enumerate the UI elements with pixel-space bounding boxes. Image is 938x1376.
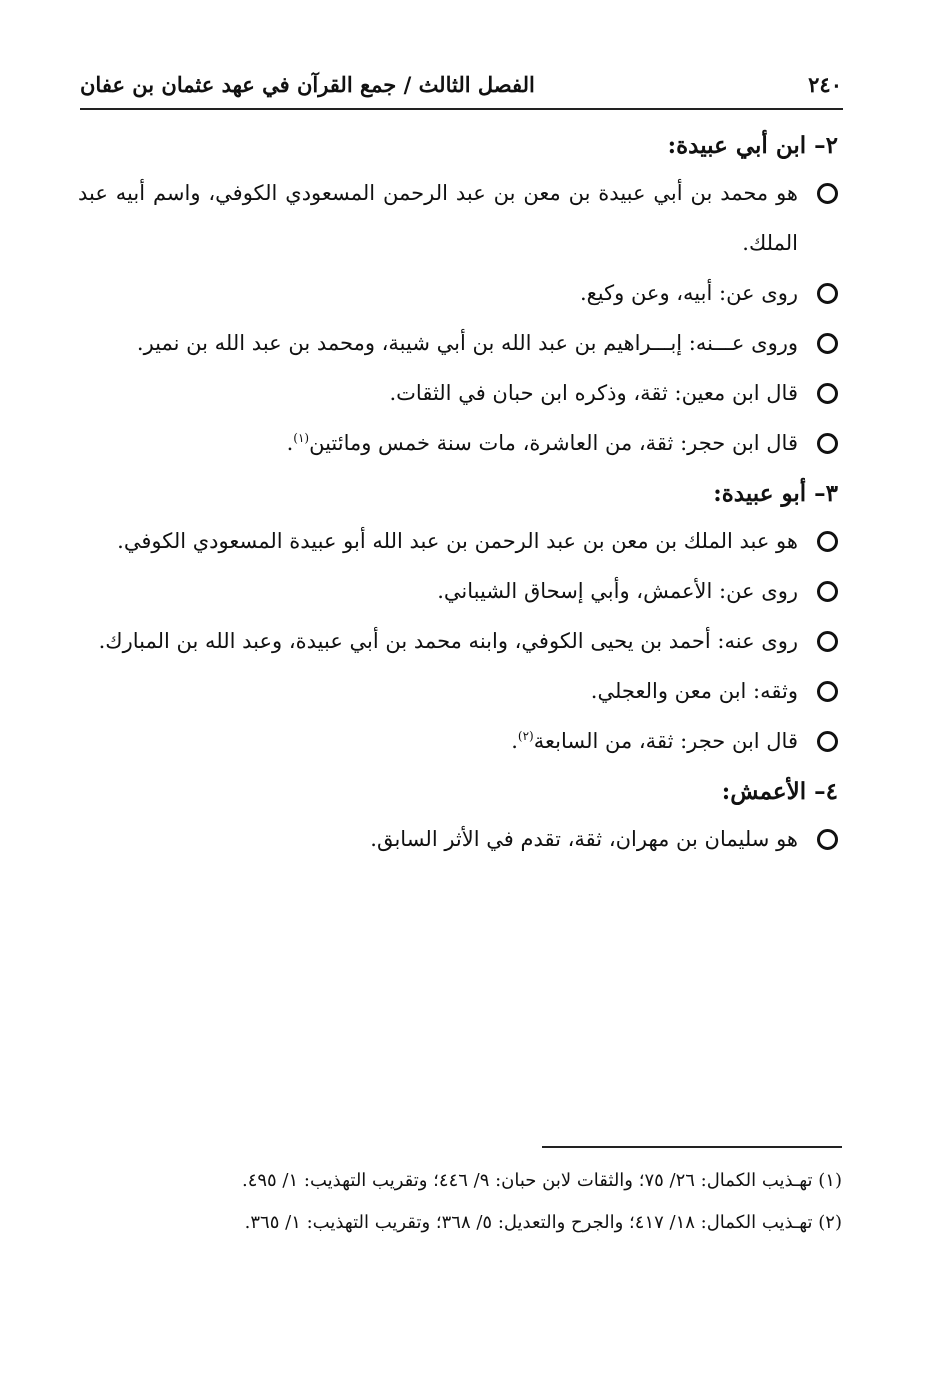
bullet-item: [78, 268, 840, 318]
bullet-circle-icon: [817, 631, 838, 652]
period: .: [286, 431, 294, 455]
bullet-text: روى عنه: أحمد بن يحيى الكوفي، وابنه محمد بن أبي عبيدة، وعبد الله بن المبارك.: [98, 629, 798, 653]
bullet-item: [78, 318, 840, 368]
bullet-circle-icon: [817, 433, 838, 454]
bullet-item: [78, 168, 840, 268]
bullet-circle-icon: [817, 383, 838, 404]
narrator-section: [78, 774, 840, 864]
page-number: ٢٤٠: [808, 72, 842, 97]
bullet-circle-icon: [817, 183, 838, 204]
main-content: [78, 128, 840, 872]
header-rule: [80, 108, 843, 110]
bullet-text: وروى عـــنه: إبـــراهيم بن عبد الله بن أبي شيبة، ومحمد بن عبد الله بن نمير.: [136, 331, 798, 355]
bullet-item: [78, 666, 840, 716]
bullet-item: [78, 616, 840, 666]
bullet-circle-icon: [817, 333, 838, 354]
bullet-text: روى عن: الأعمش، وأبي إسحاق الشيباني.: [437, 579, 798, 603]
bullet-item: [78, 716, 840, 766]
section-title: ٣– أبو عبيدة:: [713, 480, 838, 507]
footnote: (١) تهـذيب الكمال: ٢٦/ ٧٥؛ والثقات لابن حبان: ٩/ ٤٤٦؛ وتقريب التهذيب: ١/ ٤٩٥.: [241, 1170, 842, 1191]
bullet-item: [78, 418, 840, 468]
footnote-marker: (٢): [517, 729, 534, 743]
bullet-circle-icon: [817, 731, 838, 752]
bullet-item: [78, 814, 840, 864]
footnotes: [76, 1160, 842, 1244]
bullet-text: وثقه: ابن معن والعجلي.: [590, 679, 798, 703]
bullet-text: هو سليمان بن مهران، ثقة، تقدم في الأثر السابق.: [370, 827, 798, 851]
bullet-item: [78, 368, 840, 418]
running-title: الفصل الثالث / جمع القرآن في عهد عثمان بن عفان: [80, 72, 535, 97]
bullet-text: روى عن: أبيه، وعن وكيع.: [579, 281, 798, 305]
bullet-item: [78, 516, 840, 566]
footnote: (٢) تهـذيب الكمال: ١٨/ ٤١٧؛ والجرح والتعديل: ٥/ ٣٦٨؛ وتقريب التهذيب: ١/ ٣٦٥.: [244, 1212, 842, 1233]
bullet-circle-icon: [817, 283, 838, 304]
narrator-section: [78, 128, 840, 468]
bullet-text: قال ابن معين: ثقة، وذكره ابن حبان في الثقات.: [389, 381, 798, 405]
bullet-circle-icon: [817, 681, 838, 702]
period: .: [511, 729, 518, 753]
bullet-text: هو محمد بن أبي عبيدة بن معن بن عبد الرحمن المسعودي الكوفي، واسم أبيه عبد الملك.: [78, 181, 798, 255]
footnote-marker: (١): [293, 431, 310, 445]
bullet-circle-icon: [817, 829, 838, 850]
bullet-text: قال ابن حجر: ثقة، من العاشرة، مات سنة خمس ومائتين: [309, 431, 798, 455]
footnote-rule: [542, 1146, 842, 1148]
bullet-circle-icon: [817, 581, 838, 602]
page-header: [80, 68, 842, 108]
section-title: ٤– الأعمش:: [721, 778, 838, 805]
section-title: ٢– ابن أبي عبيدة:: [667, 132, 838, 159]
bullet-item: [78, 566, 840, 616]
bullet-text: هو عبد الملك بن معن بن عبد الرحمن بن عبد الله أبو عبيدة المسعودي الكوفي.: [117, 529, 798, 553]
bullet-text: قال ابن حجر: ثقة، من السابعة: [533, 729, 798, 753]
bullet-circle-icon: [817, 531, 838, 552]
narrator-section: [78, 476, 840, 766]
